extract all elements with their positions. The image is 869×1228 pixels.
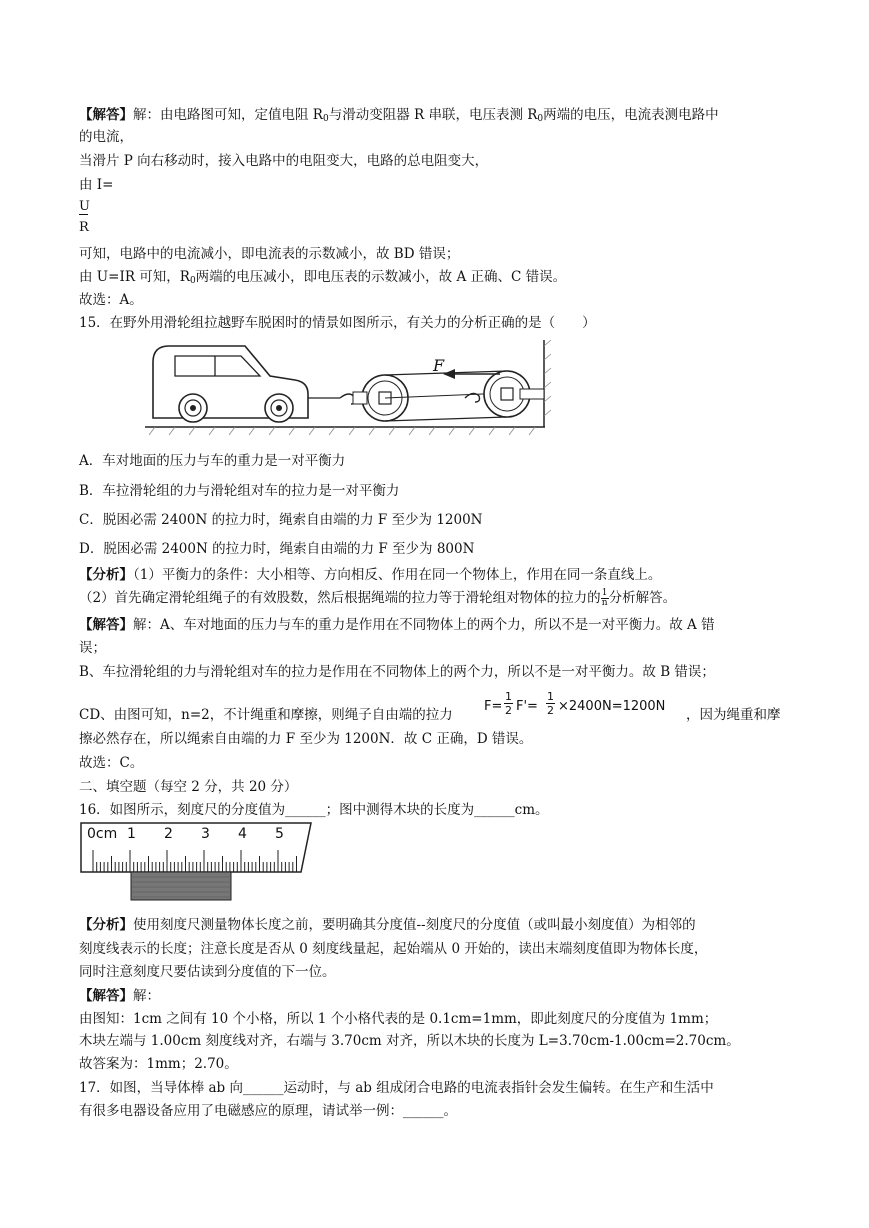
q14-answer-line6: 由 U=IR 可知，$R_0$两端的电压减小，即电压表的示数减小，故 A 正确、C 错误。 — [79, 269, 567, 286]
q16-analysis-line1: 【分析】使用刻度尺测量物体长度之前，要明确其分度值--刻度尺的分度值（或叫最小刻度值）为相邻的 — [79, 917, 696, 933]
q14-answer-line7: 故选：A。 — [79, 292, 143, 308]
q15-answer-line3: B、车拉滑轮组的力与滑轮组对车的拉力是作用在不同物体上的两个力，所以不是一对平衡力。故 B 错误； — [79, 664, 715, 680]
ruler-figure — [79, 820, 315, 904]
q15-option-b: B．车拉滑轮组的力与滑轮组对车的拉力是一对平衡力 — [79, 483, 400, 499]
q15-answer-line5: 擦必然存在，所以绳索自由端的力 F 至少为 1200N．故 C 正确，D 错误。 — [79, 731, 533, 747]
answer-tag: 【解答】 — [79, 107, 133, 123]
pulley-car-figure — [145, 338, 585, 438]
q14-answer-line2: 的电流， — [79, 129, 133, 145]
q14-answer-line3: 当滑片 P 向右移动时，接入电路中的电阻变大，电路的总电阻变大， — [79, 153, 489, 169]
fraction-1-over-n: $\frac{1}{n}$ — [601, 588, 608, 608]
q16-answer-line1: 由图知：1cm 之间有 10 个小格，所以 1 个小格代表的是 0.1cm=1mm，即此刻度尺的分度值为 1mm； — [79, 1011, 718, 1027]
q15-option-c: C．脱困必需 2400N 的拉力时，绳索自由端的力 F 至少为 1200N — [79, 512, 483, 528]
q14-answer-line1: 【解答】解：由电路图可知，定值电阻 $R_0$与滑动变阻器 R 串联，电压表测 $R_0$两端的电压，电流表测电路中 — [79, 107, 719, 124]
q16-analysis-line3: 同时注意刻度尺要估读到分度值的下一位。 — [79, 964, 336, 980]
ruler-label-3: 3 — [201, 826, 210, 842]
q14-answer-line4: 由 I= — [79, 177, 114, 193]
q15-question: 15．在野外用滑轮组拉越野车脱困时的情景如图所示，有关力的分析正确的是（ ） — [79, 315, 596, 331]
q17-question-line2: 有很多电器设备应用了电磁感应的原理，请试举一例：______。 — [79, 1103, 457, 1119]
q16-answer-line2: 木块左端与 1.00cm 刻度线对齐，右端与 3.70cm 对齐，所以木块的长度为 L=3.70cm-1.00cm=2.70cm。 — [79, 1033, 740, 1049]
ruler-label-1: 1 — [127, 826, 136, 842]
fraction-denominator: R — [79, 220, 89, 235]
q15-analysis-line1: 【分析】（1）平衡力的条件：大小相等、方向相反、作用在同一个物体上，作用在同一条直线上。 — [79, 567, 662, 583]
ruler-label-4: 4 — [238, 826, 247, 842]
q15-answer-line1: 【解答】解：A、车对地面的压力与车的重力是作用在不同物体上的两个力，所以不是一对平衡力。故 A 错 — [79, 617, 715, 633]
section-heading: 二、填空题（每空 2 分，共 20 分） — [79, 779, 298, 795]
force-label: F — [433, 356, 445, 375]
q15-answer-line6: 故选：C。 — [79, 755, 144, 771]
q15-analysis-line2: （2）首先确定滑轮组绳子的有效股数，然后根据绳端的拉力等于滑轮组对物体的拉力的 $\frac{1}{n}$ 分析解答。 — [79, 588, 677, 608]
q14-answer-line5: 可知，电路中的电流减小，即电流表的示数减小，故 BD 错误； — [79, 246, 460, 262]
q16-analysis-line2: 刻度线表示的长度；注意长度是否从 0 刻度线量起，起始端从 0 开始的，读出末端刻度值即为物体长度， — [79, 941, 708, 957]
fraction-numerator: U — [79, 199, 90, 214]
ruler-label-0: 0cm — [87, 826, 118, 842]
fraction-bar — [79, 214, 88, 215]
ruler-label-5: 5 — [275, 826, 284, 842]
q17-question-line1: 17．如图，当导体棒 ab 向______运动时，与 ab 组成闭合电路的电流表指针会发生偏转。在生产和生活中 — [79, 1080, 714, 1096]
q15-answer-line4b: ，因为绳重和摩 — [686, 707, 781, 723]
q15-option-a: A．车对地面的压力与车的重力是一对平衡力 — [79, 453, 346, 469]
ruler-label-2: 2 — [164, 826, 173, 842]
q16-answer-line0: 【解答】解： — [79, 988, 160, 1004]
q16-question: 16．如图所示，刻度尺的分度值为______；图中测得木块的长度为______cm。 — [79, 802, 549, 818]
q15-option-d: D．脱困必需 2400N 的拉力时，绳索自由端的力 F 至少为 800N — [79, 541, 475, 557]
q16-answer-line3: 故答案为：1mm；2.70。 — [79, 1056, 238, 1072]
q15-answer-line4a: CD、由图可知，n=2，不计绳重和摩擦，则绳子自由端的拉力 — [79, 707, 453, 723]
q15-answer-line2: 误； — [79, 640, 106, 656]
